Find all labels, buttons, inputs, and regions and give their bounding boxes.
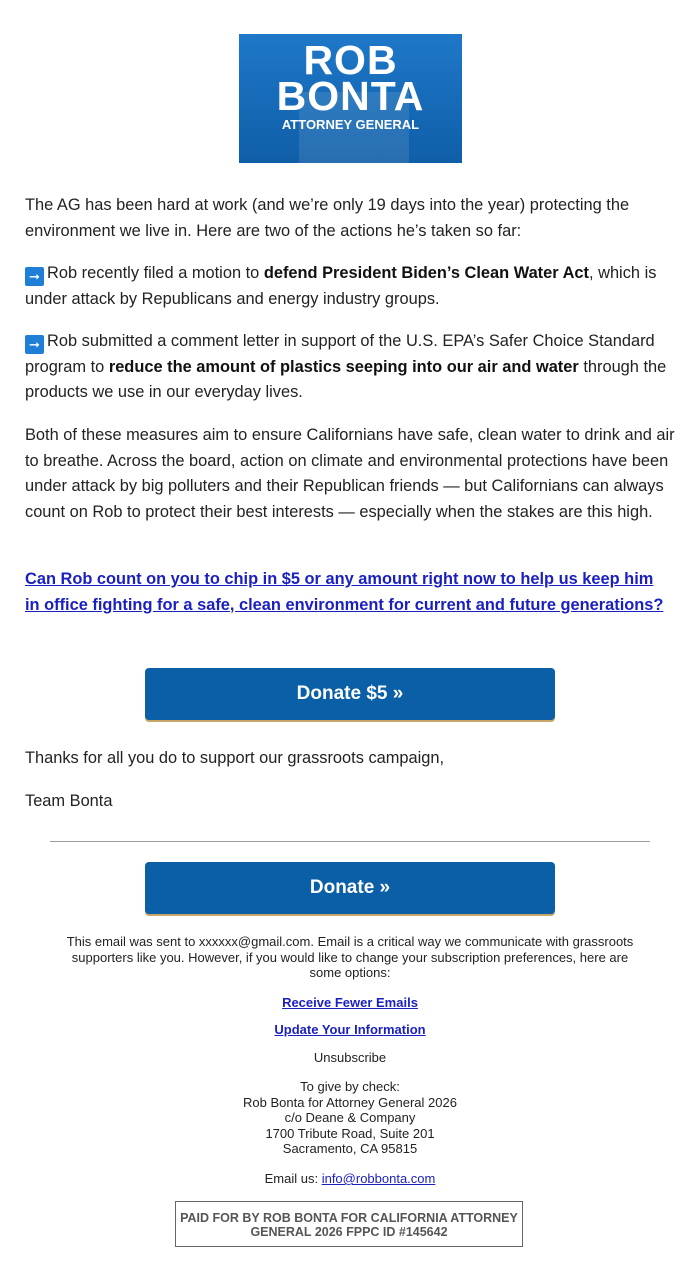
footer-fewer-emails-row: [60, 995, 640, 1011]
right-arrow-icon: ➞: [25, 335, 44, 354]
unsubscribe-link[interactable]: Unsubscribe: [313, 1050, 387, 1065]
logo-line-2: BONTA: [276, 73, 425, 119]
footer-update-info-row: [60, 1022, 640, 1038]
action-2-text: Rob submitted a comment letter in support of the U.S. EPA’s Safer Choice Standard program to: [25, 332, 655, 376]
donate-ask-link[interactable]: Can Rob count on you to chip in $5 or any amount right now to help us keep him in office fighting for a safe, clean environment for current and future generations?: [25, 570, 664, 614]
action-2-after: through the products we use in our everyday lives.: [25, 357, 667, 401]
thanks-text: Thanks for all you do to support our grassroots campaign,: [25, 749, 445, 767]
action-item-2: [25, 329, 680, 406]
action-2-bold: reduce the amount of plastics seeping into our air and water: [108, 357, 579, 376]
check-line-4: Sacramento, CA 95815: [282, 1141, 418, 1156]
email-us-row: [60, 1171, 640, 1187]
intro-paragraph: The AG has been hard at work (and we’re only 19 days into the year) protecting the environment we live in. Here are two of the actions he’s taken so far:: [25, 196, 630, 240]
action-1-bold: defend President Biden’s Clean Water Act: [263, 264, 589, 282]
action-1-after: , which is under attack by Republicans and energy industry groups.: [25, 264, 657, 308]
logo-line-3: ATTORNEY GENERAL: [281, 117, 420, 132]
body-paragraph: Both of these measures aim to ensure Californians have safe, clean water to drink and air to breathe. Across the board, action on climate and environmental protections have been under attack by big polluters and their Republican friends — but Californians can always count on Rob to protect their best interests — especially when the stakes are this high.: [25, 426, 675, 521]
update-information-link[interactable]: Update Your Information: [274, 1022, 426, 1037]
check-address-block: [60, 1079, 640, 1157]
receive-fewer-emails-link[interactable]: Receive Fewer Emails: [282, 995, 418, 1010]
logo-line-1: ROB: [303, 37, 398, 83]
email-us-link[interactable]: info@robbonta.com: [321, 1171, 436, 1186]
check-line-2: c/o Deane & Company: [284, 1110, 416, 1125]
divider: [50, 841, 650, 842]
action-item-1: [25, 261, 680, 312]
signature: Team Bonta: [25, 792, 113, 810]
email-us-label: Email us:: [264, 1171, 322, 1186]
rob-bonta-logo: [239, 34, 462, 163]
paid-for-disclaimer: PAID FOR BY ROB BONTA FOR CALIFORNIA ATTORNEY GENERAL 2026 FPPC ID #145642: [175, 1201, 523, 1247]
check-line-1: Rob Bonta for Attorney General 2026: [243, 1094, 457, 1110]
action-1-text: Rob recently filed a motion to: [47, 264, 264, 282]
donate-button[interactable]: Donate »: [145, 862, 555, 914]
donate-5-button[interactable]: Donate $5 »: [145, 668, 555, 720]
right-arrow-icon: ➞: [25, 267, 44, 286]
check-heading: To give by check:: [300, 1079, 400, 1094]
footer-notice: This email was sent to xxxxxx@gmail.com. Email is a critical way we communicate with grassroots supporters like you. However, if you would like to change your subscription preferences, here are some options:: [66, 934, 634, 980]
check-line-3: 1700 Tribute Road, Suite 201: [265, 1125, 435, 1141]
